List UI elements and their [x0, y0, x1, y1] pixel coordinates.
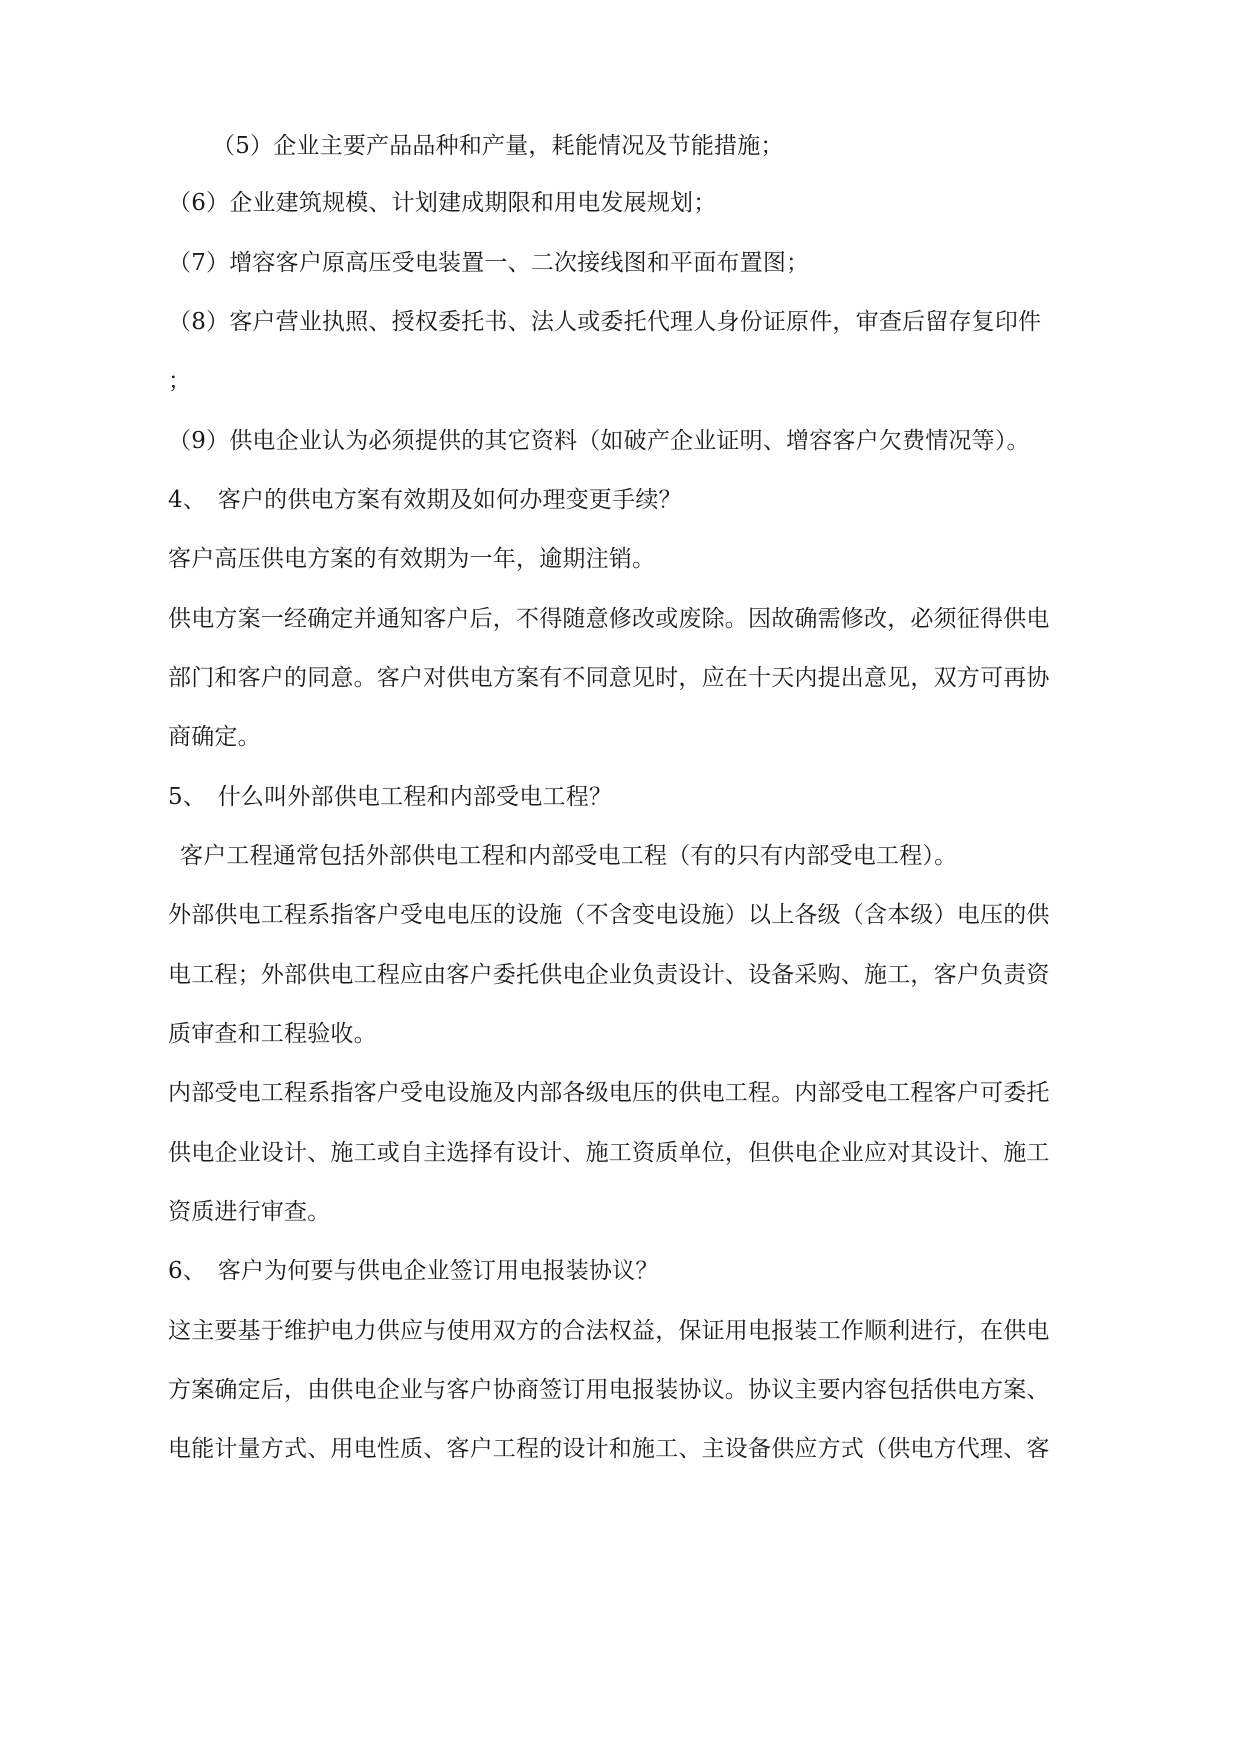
question-6-heading: 6、 客户为何要与供电企业签订用电报装协议？ — [168, 1258, 659, 1284]
list-item-6: （6）企业建筑规模、计划建成期限和用电发展规划； — [168, 190, 717, 216]
list-item-7: （7）增容客户原高压受电装置一、二次接线图和平面布置图； — [168, 250, 810, 276]
answer-6-line-2: 方案确定后，由供电企业与客户协商签订用电报装协议。协议主要内容包括供电方案、 — [168, 1377, 1050, 1403]
answer-4-line-4: 商确定。 — [168, 724, 261, 750]
answer-4-line-3: 部门和客户的同意。客户对供电方案有不同意见时，应在十天内提出意见，双方可再协 — [168, 665, 1050, 691]
list-item-8: （8）客户营业执照、授权委托书、法人或委托代理人身份证原件，审查后留存复印件 — [168, 309, 1042, 335]
answer-6-line-3: 电能计量方式、用电性质、客户工程的设计和施工、主设备供应方式（供电方代理、客 — [168, 1436, 1050, 1462]
question-5-heading: 5、 什么叫外部供电工程和内部受电工程？ — [168, 784, 613, 810]
answer-5-line-6: 供电企业设计、施工或自主选择有设计、施工资质单位，但供电企业应对其设计、施工 — [168, 1140, 1050, 1166]
answer-5-line-5: 内部受电工程系指客户受电设施及内部各级电压的供电工程。内部受电工程客户可委托 — [168, 1080, 1050, 1106]
answer-4-line-2: 供电方案一经确定并通知客户后，不得随意修改或废除。因故确需修改，必须征得供电 — [168, 606, 1050, 632]
answer-4-line-1: 客户高压供电方案的有效期为一年，逾期注销。 — [168, 546, 656, 572]
answer-5-line-3: 电工程；外部供电工程应由客户委托供电企业负责设计、设备采购、施工，客户负责资 — [168, 962, 1050, 988]
list-item-8-continuation: ； — [168, 368, 192, 394]
answer-5-line-7: 资质进行审查。 — [168, 1199, 331, 1225]
list-item-9: （9）供电企业认为必须提供的其它资料（如破产企业证明、增容客户欠费情况等）。 — [168, 428, 1030, 454]
answer-5-line-2: 外部供电工程系指客户受电电压的设施（不含变电设施）以上各级（含本级）电压的供 — [168, 902, 1050, 928]
list-item-5: （5）企业主要产品品种和产量，耗能情况及节能措施； — [212, 133, 784, 159]
question-4-heading: 4、 客户的供电方案有效期及如何办理变更手续？ — [168, 487, 682, 513]
answer-5-line-1: 客户工程通常包括外部供电工程和内部受电工程（有的只有内部受电工程）。 — [180, 843, 958, 869]
answer-5-line-4: 质审查和工程验收。 — [168, 1021, 377, 1047]
answer-6-line-1: 这主要基于维护电力供应与使用双方的合法权益，保证用电报装工作顺利进行，在供电 — [168, 1318, 1050, 1344]
